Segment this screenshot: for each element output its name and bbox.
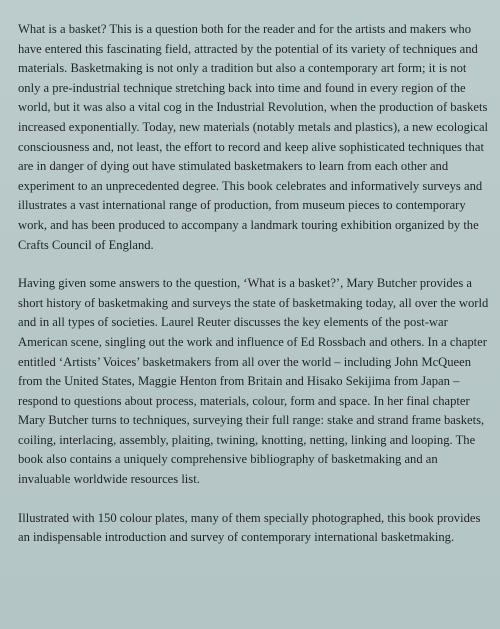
contents-paragraph: Having given some answers to the question, ‘What is a basket?’, Mary Butcher provides a short history of basketmaking and surveys the state of basketmaking today, all over the world and in all types of societies. Laurel Reuter discusses the key elements of the post-war American scene, singling out the work and influence of Ed Rossbach and others. In a chapter entitled ‘Artists’ Voices’ basketmakers from all over the world – including John McQueen from the United States, Maggie Henton from Britain and Hisako Sekijima from Japan – respond to questions about process, materials, colour, form and space. In her final chapter Mary Butcher turns to techniques, surveying their full range: stake and strand frame baskets, coiling, interlacing, assembly, plaiting, twining, knotting, netting, linking and looping. The book also contains a uniquely comprehensive bibliography of basketmaking and an invaluable worldwide resources list. [18, 276, 489, 487]
closing-paragraph: Illustrated with 150 colour plates, many of them specially photographed, this book provides an indispensable introduction and survey of contemporary international basketmaking. [18, 510, 481, 545]
intro-paragraph: What is a basket? This is a question both for the reader and for the artists and makers who have entered this fascinating field, attracted by the potential of its variety of techniques and materials. Basketmaking is not only a tradition but also a contemporary art form; it is not only a pre-industrial technique stretching back into time and found in every region of the world, but it was also a vital cog in the Industrial Revolution, when the production of baskets increased exponentially. Today, new materials (notably metals and plastics), a new ecological consciousness and, not least, the effort to record and keep alive sophisticated techniques that are in danger of dying out have stimulated basketmakers to learn from each other and experiment to an unprecedented degree. This book celebrates and informatively surveys and illustrates a vast international range of production, from museum pieces to contemporary work, and has been produced to accompany a landmark touring exhibition organized by the Crafts Council of England. [18, 22, 489, 252]
